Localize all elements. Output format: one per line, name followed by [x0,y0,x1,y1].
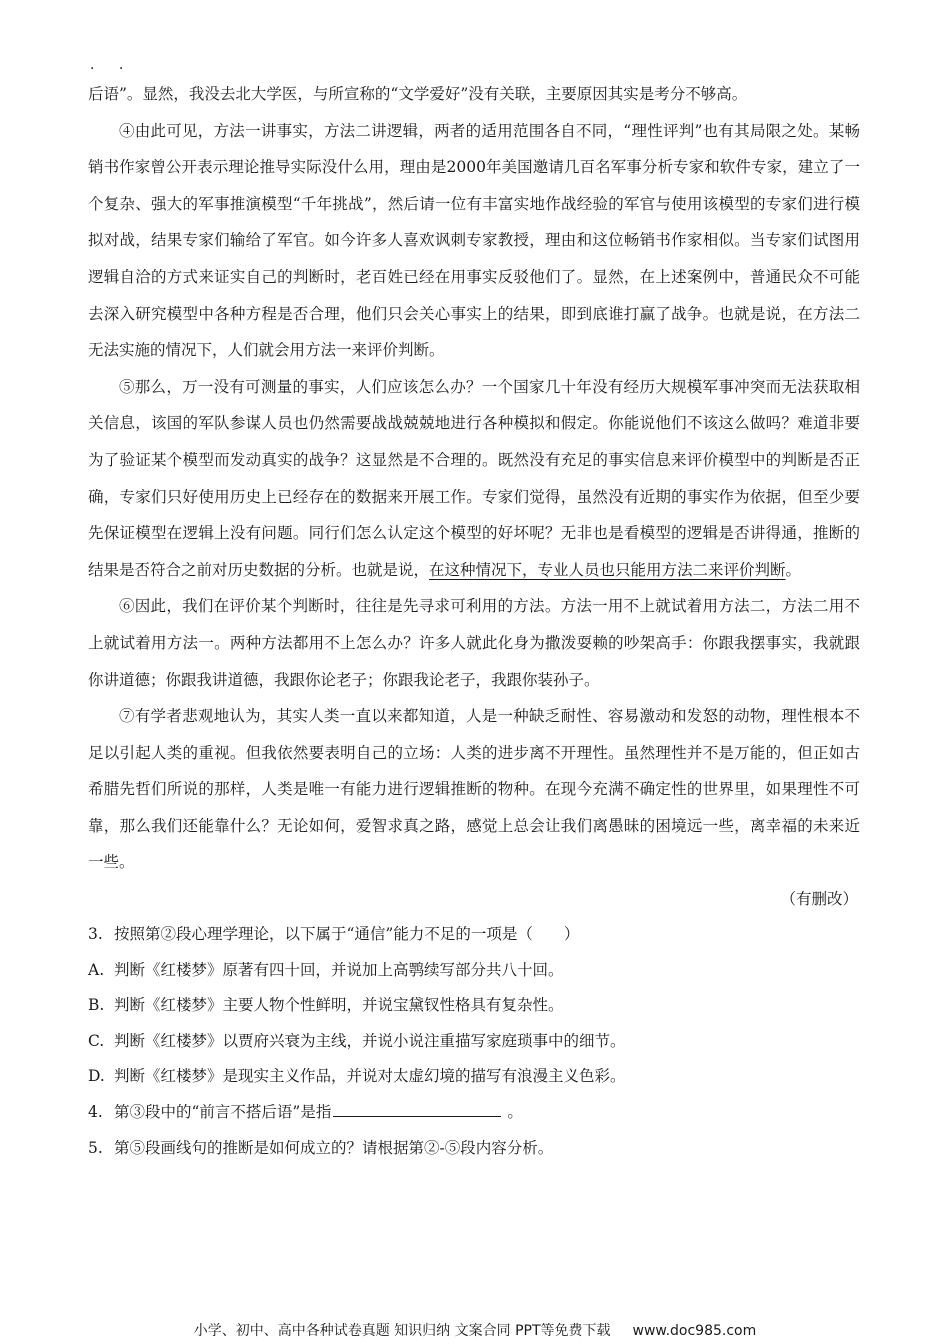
option-label: D. [88,1067,105,1086]
option-text: 判断《红楼梦》是现实主义作品，并说对太虚幻境的描写有浪漫主义色彩。 [114,1067,626,1086]
question-5 [88,1131,860,1167]
question-stem-end: 。 [507,1103,523,1122]
underlined-sentence: 在这种情况下，专业人员也只能用方法二来评价判断 [429,560,786,579]
question-number: 4. [88,1103,103,1122]
paragraph-5-end: 。 [785,560,802,579]
emphasis-dots: · · [90,61,134,77]
question-number: 5. [88,1138,103,1157]
question-stem: 按照第②段心理学理论，以下属于“通信”能力不足的一项是（ ） [114,925,580,944]
source-note: （有删改） [780,890,858,909]
paragraph-5-main: ⑤那么，万一没有可测量的事实，人们应该怎么办？一个国家几十年没有经历大规模军事冲突而无法获取相关信息，该国的军队参谋人员也仍然需要战战兢兢地进行各种模拟和假定。你能说他们不该这么做吗？难道非要为了验证某个模型而发动真实的战争？这显然是不合理的。既然没有充足的事实信息来评价模型中的判断是否正确，专家们只好使用历史上已经存在的数据来开展工作。专家们觉得，虽然没有近期的事实作为依据，但至少要先保证模型在逻辑上没有问题。同行们怎么认定这个模型的好坏呢？无非也是看模型的逻辑是否讲得通，推断的结果是否符合之前对历史数据的分析。也就是说， [88,377,860,579]
question-4 [88,1095,860,1131]
paragraph-continuation: 后语”。显然，我没去北大学医，与所宣称的“文学爱好”没有关联，主要原因其实是考分不够高。 [88,85,748,103]
questions-section [88,917,860,1166]
option-text: 判断《红楼梦》原著有四十回，并说加上高鹗续写部分共八十回。 [114,960,564,979]
question-stem: 第③段中的“前言不搭后语”是指 [114,1103,332,1122]
answer-blank[interactable] [333,1100,501,1117]
question-3 [88,917,860,953]
option-text: 判断《红楼梦》主要人物个性鲜明，并说宝黛钗性格具有复杂性。 [114,996,564,1015]
document-page [88,76,860,1166]
option-label: C. [88,1031,105,1050]
option-c [88,1024,860,1060]
paragraph-7: ⑦有学者悲观地认为，其实人类一直以来都知道，人是一种缺乏耐性、容易激动和发怒的动物，理性根本不足以引起人类的重视。但我依然要表明自己的立场：人类的进步离不开理性。虽然理性并不是万能的，但正如古希腊先哲们所说的那样，人类是唯一有能力进行逻辑推断的物种。在现今充满不确定性的世界里，如果理性不可靠，那么我们还能靠什么？无论如何，爱智求真之路，感觉上总会让我们离愚昧的困境远一些，离幸福的未来近一些。 [88,707,860,872]
footer-text: 小学、初中、高中各种试卷真题 知识归纳 文案合同 PPT等免费下载 [193,1323,611,1339]
option-label: A. [88,960,105,979]
option-a [88,953,860,989]
footer-url[interactable]: www.doc985.com [632,1323,757,1339]
page-footer [0,1322,950,1340]
option-label: B. [88,996,105,1015]
option-b [88,988,860,1024]
option-text: 判断《红楼梦》以贾府兴衰为主线，并说小说注重描写家庭琐事中的细节。 [114,1031,626,1050]
question-stem: 第⑤段画线句的推断是如何成立的？请根据第②-⑤段内容分析。 [114,1138,554,1157]
paragraph-6: ⑥因此，我们在评价某个判断时，往往是先寻求可利用的方法。方法一用不上就试着用方法二，方法二用不上就试着用方法一。两种方法都用不上怎么办？许多人就此化身为撒泼耍赖的吵架高手：你跟我摆事实，我就跟你讲道德；你跟我讲道德，我跟你论老子；你跟我论老子，我跟你装孙子。 [88,597,860,689]
paragraph-4: ④由此可见，方法一讲事实，方法二讲逻辑，两者的适用范围各自不同，“理性评判”也有其局限之处。某畅销书作家曾公开表示理论推导实际没什么用，理由是2000年美国邀请几百名军事分析专家和软件专家，建立了一个复杂、强大的军事推演模型“千年挑战”，然后请一位有丰富实地作战经验的军官与使用该模型的专家们进行模拟对战，结果专家们输给了军官。如今许多人喜欢讽刺专家教授，理由和这位畅销书作家相似。当专家们试图用逻辑自洽的方式来证实自己的判断时，老百姓已经在用事实反驳他们了。显然，在上述案例中，普通民众不可能去深入研究模型中各种方程是否合理，他们只会关心事实上的结果，即到底谁打赢了战争。也就是说，在方法二无法实施的情况下，人们就会用方法一来评价判断。 [88,121,860,360]
question-number: 3. [88,925,103,944]
paragraph-5 [88,369,860,589]
option-d [88,1059,860,1095]
